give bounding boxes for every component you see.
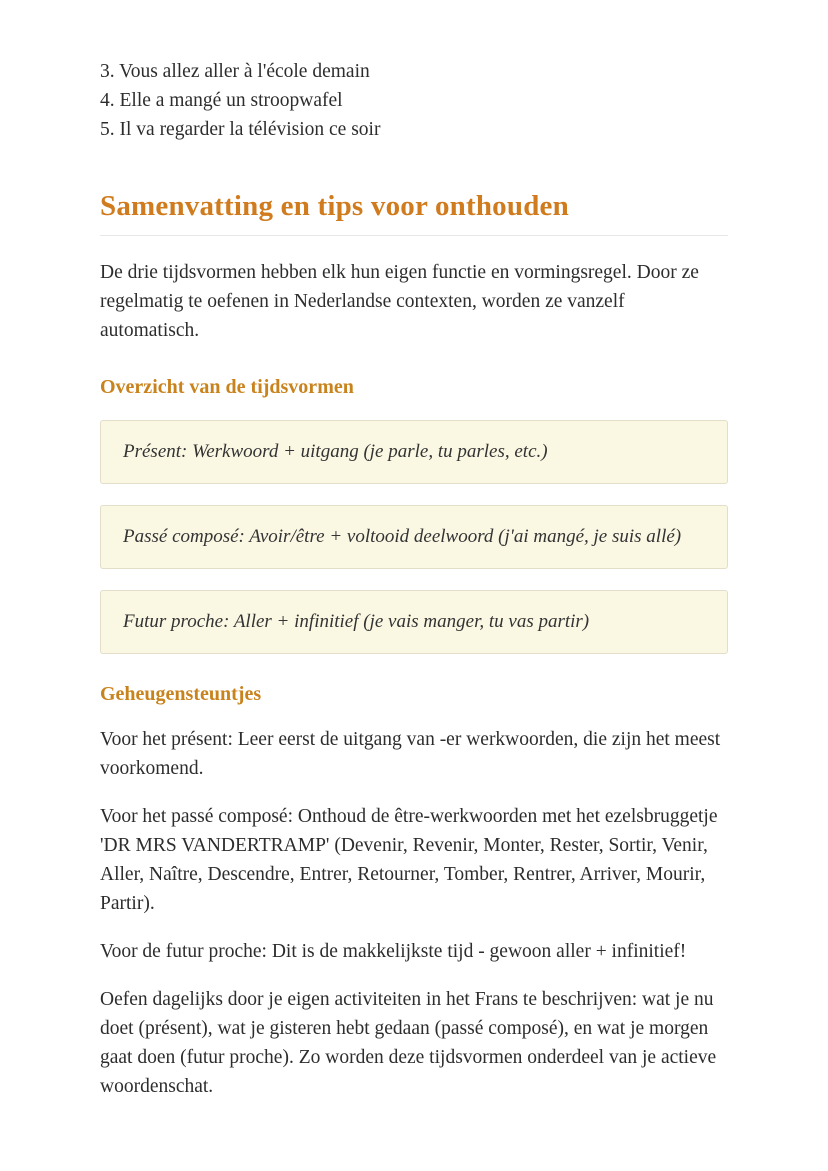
tip-paragraph-present: Voor het présent: Leer eerst de uitgang van -er werkwoorden, die zijn het meest voorkomend. — [100, 729, 721, 779]
content-column — [100, 0, 728, 1101]
tense-box-passe-compose — [100, 505, 728, 569]
tense-box-passe-compose-text: Passé composé: Avoir/être + voltooid deelwoord (j'ai mangé, je suis allé) — [123, 526, 682, 547]
tip-paragraph-practice: Oefen dagelijks door je eigen activiteiten in het Frans te beschrijven: wat je nu doet (présent), wat je gisteren hebt gedaan (passé composé), en wat je morgen gaat doen (futur proche). Zo worden deze tijdsvormen onderdeel van je actieve woordenschat. — [100, 989, 717, 1097]
tense-box-present-text: Présent: Werkwoord + uitgang (je parle, tu parles, etc.) — [123, 441, 548, 462]
exercise-item-5: 5. Il va regarder la télévision ce soir — [100, 119, 381, 140]
exercise-list — [100, 57, 728, 144]
section-divider — [100, 235, 728, 236]
subheading-mnemonics: Geheugensteuntjes — [100, 683, 262, 705]
tip-paragraph-futur-proche: Voor de futur proche: Dit is de makkelijkste tijd - gewoon aller + infinitief! — [100, 941, 687, 962]
tense-box-present — [100, 420, 728, 484]
section-title: Samenvatting en tips voor onthouden — [100, 190, 569, 222]
exercise-item-3: 3. Vous allez aller à l'école demain — [100, 61, 370, 82]
subheading-overview: Overzicht van de tijdsvormen — [100, 376, 354, 398]
tip-paragraph-passe-compose: Voor het passé composé: Onthoud de être-werkwoorden met het ezelsbruggetje 'DR MRS VANDERTRAMP' (Devenir, Revenir, Monter, Rester, Sortir, Venir, Aller, Naître, Descendre, Entrer, Retourner, Tomber, Rentrer, Arriver, Mourir, Partir). — [100, 806, 718, 914]
tense-box-futur-proche-text: Futur proche: Aller + infinitief (je vais manger, tu vas partir) — [123, 611, 590, 632]
intro-paragraph: De drie tijdsvormen hebben elk hun eigen functie en vormingsregel. Door ze regelmatig te oefenen in Nederlandse contexten, worden ze vanzelf automatisch. — [100, 262, 699, 341]
exercise-item-4: 4. Elle a mangé un stroopwafel — [100, 90, 343, 111]
tense-box-futur-proche — [100, 590, 728, 654]
